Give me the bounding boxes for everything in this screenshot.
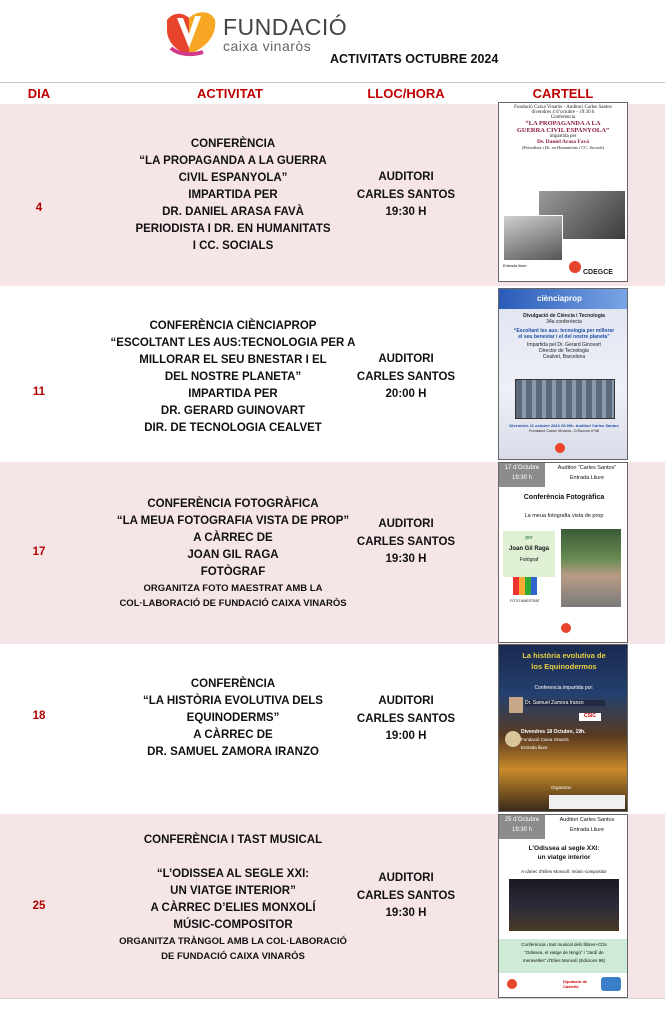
poster-photo (503, 215, 563, 261)
place-line: CARLES SANTOS (356, 370, 456, 383)
poster-text: Conferència i tast musical dels llibres+CDs (521, 942, 607, 947)
place-line: AUDITORI (378, 518, 434, 530)
event-poster (498, 288, 628, 460)
poster-speaker: Joan Gil Raga (508, 546, 549, 552)
organizer-line: ORGANITZA FOTO MAESTRAT AMB LA (143, 583, 323, 594)
poster-brand: ciènciaprop (537, 294, 582, 303)
poster-portrait (561, 529, 621, 607)
poster-text: “Odissea, el viatge de Ningú” i “Jardí de (524, 950, 604, 955)
row-activity (88, 832, 378, 964)
poster-logo-icon (569, 261, 581, 273)
activity-line: DEL NOSTRE PLANETA” (164, 371, 302, 383)
poster-sponsor: Diputació de Castelló (563, 979, 588, 989)
poster-text: Fundació Caixa Vinaròs, C/Socors nº46 (528, 428, 600, 433)
fossil-icon (505, 731, 521, 747)
poster-org: FOTO MAESTRAT (510, 599, 540, 603)
table-row (0, 286, 665, 463)
poster-text: Conferencia impartida por: (534, 685, 594, 691)
place-line: CARLES SANTOS (356, 188, 456, 201)
poster-text: Fotògraf (519, 557, 539, 563)
poster-body (499, 313, 628, 360)
poster-date: 25 d’Octubre (504, 817, 540, 823)
poster-text: Fundació Caixa Vinaròs (521, 737, 569, 742)
place-line: 20:00 H (385, 388, 427, 400)
poster-entry: Entrada Lliure (569, 475, 605, 481)
activity-line: “L’ODISSEA AL SEGLE XXI: (156, 868, 310, 880)
foto-maestrat-logo-icon (513, 577, 537, 595)
poster-speaker: Dr. Daniel Arasa Favà (536, 139, 590, 145)
place-line: CARLES SANTOS (356, 889, 456, 902)
event-poster (498, 102, 628, 282)
activity-line: DR. DANIEL ARASA FAVÀ (162, 206, 304, 218)
poster-text: (Periodista i Dr. en Humanitats i CC. Socials) (521, 145, 605, 150)
column-header-cartell: CARTELL (532, 86, 594, 101)
activity-line: CONFERÈNCIA (190, 678, 276, 690)
place-line: 19:00 H (385, 730, 427, 742)
place-line: CARLES SANTOS (356, 712, 456, 725)
poster-title: el seu benestar i el del nostre planeta” (518, 334, 610, 340)
logo-name: FUNDACIÓ (223, 14, 348, 40)
table-row (0, 462, 665, 645)
activity-line: “LA PROPAGANDA A LA GUERRA (139, 155, 327, 167)
poster-title: L’Odissea al segle XXI: (528, 845, 600, 852)
activity-line: “LA MEUA FOTOGRAFIA VISTA DE PROP” (116, 515, 350, 527)
row-activity (88, 318, 378, 437)
poster-text: Fundació Caixa Vinaròs - Auditori Carles Santos (514, 105, 612, 110)
row-place (345, 169, 467, 222)
activity-line: DR. GERARD GUINOVART (160, 405, 306, 417)
poster-venue: Auditori “Carles Santos” (557, 465, 617, 471)
poster-text: Entrada lliure (521, 745, 548, 750)
activity-line: EQUINODERMS” (186, 712, 280, 724)
poster-title: un viatge interior (537, 854, 591, 861)
poster-text: Director de Tecnologia (539, 348, 589, 354)
poster-title: los Equinodermos (531, 662, 597, 671)
poster-photo (509, 879, 619, 931)
poster-text: per (525, 535, 533, 541)
activity-line: UN VIATGE INTERIOR” (170, 885, 296, 897)
table-row (0, 104, 665, 287)
row-day: 25 (32, 900, 46, 912)
place-line: AUDITORI (378, 353, 434, 365)
poster-subtitle: A càrrec d’Elies Monxolí: músic-compositor (521, 869, 607, 874)
activity-line: CIVIL ESPANYOLA” (178, 172, 288, 184)
row-activity (88, 676, 378, 761)
poster-venue: Auditori Carles Santos (559, 817, 615, 823)
place-line: 19:30 H (385, 907, 427, 919)
column-header-dia: DIA (27, 86, 51, 101)
row-place (345, 870, 467, 923)
table-bottom-border (0, 998, 665, 999)
activity-line: “ESCOLTANT LES AUS:TECNOLOGIA PER A (110, 337, 356, 349)
row-day: 11 (32, 386, 46, 398)
place-line: 19:30 H (385, 206, 427, 218)
poster-logo-icon (507, 979, 517, 989)
poster-subtitle: La meua fotografia vista de prop (524, 513, 604, 519)
poster-logo-icon (555, 443, 565, 453)
poster-photo (515, 379, 615, 419)
activity-line: CONFERÈNCIA (190, 138, 276, 150)
poster-time: 19:30 h (511, 827, 533, 833)
organizer-line: COL·LABORACIÓ DE FUNDACIÓ CAIXA VINARÒS (119, 598, 347, 609)
activity-line: MILLORAR EL SEU BNESTAR I EL (139, 354, 327, 366)
activity-line (88, 849, 378, 866)
table-row (0, 644, 665, 815)
poster-text: meravelles” d’Elies Monxolí (Edicions 96) (522, 958, 606, 963)
fundacio-logo-icon (163, 8, 219, 58)
poster-brand: CDEGCE (583, 269, 613, 276)
poster-text: Cealvet, Barcelona (542, 354, 586, 360)
place-line: AUDITORI (378, 171, 434, 183)
poster-text: divendres 4 d’octubre - 19:30 h (531, 110, 595, 115)
activity-line: JOAN GIL RAGA (187, 549, 279, 561)
place-line: 19:30 H (385, 553, 427, 565)
poster-title: La història evolutiva de (522, 651, 606, 660)
poster-text: Organitza: (551, 785, 572, 790)
activity-line: FOTÒGRAF (200, 566, 266, 578)
place-line: AUDITORI (378, 695, 434, 707)
activity-line: CONFERÈNCIA I TAST MUSICAL (143, 834, 323, 846)
poster-text: 34a conferència (546, 319, 582, 325)
page-header (0, 0, 665, 82)
activity-line: “LA HISTÒRIA EVOLUTIVA DELS (143, 695, 323, 707)
poster-text: Impartida pel Dr. Gerard Ginovart (527, 342, 601, 348)
poster-speaker: Dr. Samuel Zamora Iranzo (525, 700, 605, 706)
row-day: 17 (32, 546, 46, 558)
activity-line: IMPARTIDA PER (188, 388, 278, 400)
event-poster (498, 462, 628, 643)
row-activity (88, 136, 378, 255)
place-line: AUDITORI (378, 872, 434, 884)
poster-text: Divendres 11 octubre 2024 20:00h. Auditori Carles Santos (509, 423, 619, 428)
poster-title: “LA PROPAGANDA A LA (525, 120, 601, 127)
activity-line: A CÀRREC D’ELIES MONXOLÍ (150, 902, 316, 914)
activity-line: A CÀRREC DE (193, 729, 273, 741)
page-title: ACTIVITATS OCTUBRE 2024 (330, 52, 499, 66)
activity-line: A CÀRREC DE (193, 532, 273, 544)
poster-date: 17 d’Octubre (504, 465, 540, 471)
row-place (345, 351, 467, 404)
row-place (345, 693, 467, 746)
poster-title: Conferència Fotogràfica (523, 494, 605, 501)
activity-line: DIR. DE TECNOLOGIA CEALVET (144, 422, 322, 434)
activity-line: CONFERÈNCIA FOTOGRÀFICA (147, 498, 319, 510)
activity-line: I CC. SOCIALS (192, 240, 274, 252)
event-poster (498, 644, 628, 812)
activity-line: PERIODISTA I DR. EN HUMANITATS (135, 223, 331, 235)
activity-line: CONFERÈNCIA CIÈNCIAPROP (149, 320, 317, 332)
column-header-lloc: LLOC/HORA (367, 86, 445, 101)
activity-line: MÚSIC-COMPOSITOR (173, 919, 293, 931)
table-row (0, 814, 665, 999)
organizer-line: DE FUNDACIÓ CAIXA VINARÒS (161, 951, 305, 962)
poster-time: 19:30 h (511, 475, 533, 481)
event-poster (498, 814, 628, 998)
poster-title: “Escoltant les aus: tecnologia per millorar (513, 328, 615, 334)
poster-title: GUERRA CIVIL ESPANYOLA” (516, 127, 610, 134)
organizer-line: ORGANITZA TRÀNGOL AMB LA COL·LABORACIÓ (119, 936, 347, 947)
trangol-logo-icon (601, 977, 621, 991)
poster-text: impartida per (549, 134, 577, 139)
logo-subtitle: caixa vinaròs (223, 38, 312, 54)
column-header-activitat: ACTIVITAT (197, 86, 263, 101)
poster-entry: Entrada Lliure (569, 827, 605, 833)
row-place (345, 516, 467, 569)
poster-csic: CSIC (579, 713, 601, 721)
poster-text: Conferència (550, 115, 576, 120)
poster-text: Divendres 18 Octubre, 19h. (521, 729, 586, 735)
poster-sponsors (549, 795, 625, 809)
poster-portrait (509, 697, 523, 713)
poster-text: Divulgació de Ciència i Tecnologia (523, 313, 605, 319)
place-line: CARLES SANTOS (356, 535, 456, 548)
poster-logo-icon (561, 623, 571, 633)
row-day: 18 (32, 710, 46, 722)
activity-line: DR. SAMUEL ZAMORA IRANZO (147, 746, 319, 758)
row-day: 4 (35, 202, 43, 214)
activity-line: IMPARTIDA PER (188, 189, 278, 201)
poster-entry: Entrada lliure (503, 263, 527, 268)
row-activity (88, 496, 378, 611)
